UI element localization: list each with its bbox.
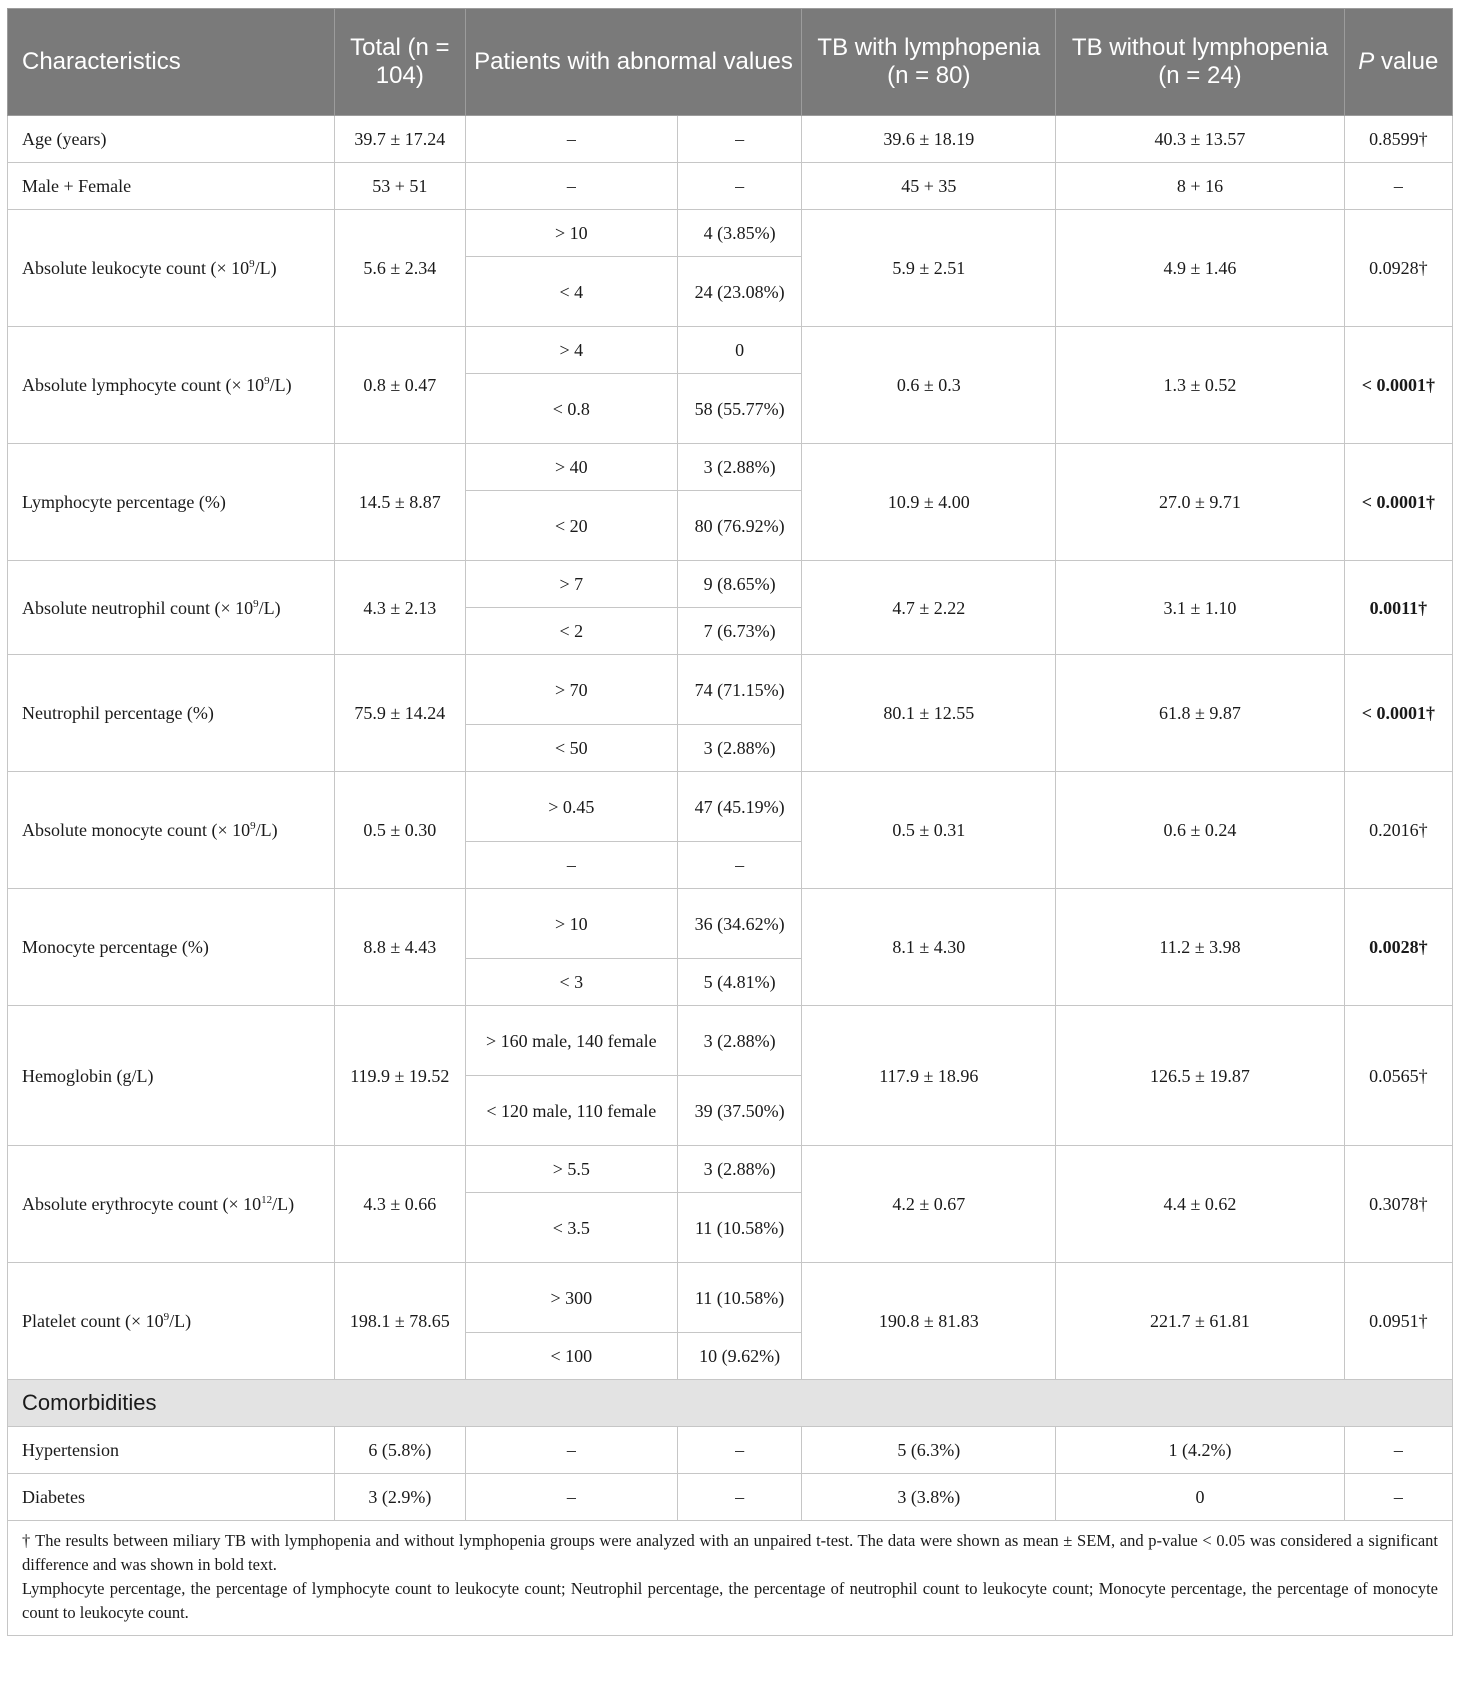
abnormal-count-cell: 39 (37.50%): [677, 1076, 801, 1146]
with-lymphopenia-cell: 117.9 ± 18.96: [802, 1006, 1056, 1146]
table-footnote: [7, 1521, 1453, 1636]
without-lymphopenia-cell: 126.5 ± 19.87: [1056, 1006, 1344, 1146]
total-cell: 8.8 ± 4.43: [334, 889, 465, 1006]
with-lymphopenia-cell: 4.7 ± 2.22: [802, 561, 1056, 655]
p-value-cell: 0.8599†: [1344, 116, 1452, 163]
abnormal-count-cell: 3 (2.88%): [677, 1006, 801, 1076]
total-cell: 14.5 ± 8.87: [334, 444, 465, 561]
threshold-cell: > 7: [465, 561, 677, 608]
with-lymphopenia-cell: 5.9 ± 2.51: [802, 210, 1056, 327]
header-characteristics: Characteristics: [8, 9, 335, 116]
abnormal-count-cell: –: [677, 1474, 801, 1521]
abnormal-count-cell: 11 (10.58%): [677, 1193, 801, 1263]
p-value-cell: < 0.0001†: [1344, 655, 1452, 772]
row-label: [8, 327, 335, 444]
header-with-lymphopenia: TB with lymphopenia (n = 80): [802, 9, 1056, 116]
label-exponent: 9: [250, 820, 256, 832]
row-label: Lymphocyte percentage (%): [8, 444, 335, 561]
header-total: Total (n = 104): [334, 9, 465, 116]
label-exponent: 9: [163, 1311, 170, 1323]
total-cell: 5.6 ± 2.34: [334, 210, 465, 327]
label-unit: /L): [255, 820, 278, 840]
with-lymphopenia-cell: 0.5 ± 0.31: [802, 772, 1056, 889]
with-lymphopenia-cell: 8.1 ± 4.30: [802, 889, 1056, 1006]
threshold-cell: > 40: [465, 444, 677, 491]
without-lymphopenia-cell: 4.4 ± 0.62: [1056, 1146, 1344, 1263]
table-row: [8, 163, 1453, 210]
header-row: [8, 9, 1453, 116]
abnormal-count-cell: 0: [677, 327, 801, 374]
threshold-cell: < 4: [465, 257, 677, 327]
threshold-cell: –: [465, 1474, 677, 1521]
label-unit: /L): [272, 1194, 295, 1214]
with-lymphopenia-cell: 190.8 ± 81.83: [802, 1263, 1056, 1380]
row-label: Hemoglobin (g/L): [8, 1006, 335, 1146]
abnormal-count-cell: 58 (55.77%): [677, 374, 801, 444]
without-lymphopenia-cell: 27.0 ± 9.71: [1056, 444, 1344, 561]
abnormal-count-cell: –: [677, 116, 801, 163]
p-value-cell: –: [1344, 1474, 1452, 1521]
p-value-cell: < 0.0001†: [1344, 444, 1452, 561]
section-comorbidities: Comorbidities: [8, 1380, 1453, 1427]
total-cell: 39.7 ± 17.24: [334, 116, 465, 163]
without-lymphopenia-cell: 11.2 ± 3.98: [1056, 889, 1344, 1006]
label-unit: /L): [269, 375, 292, 395]
label-text: Absolute neutrophil count (× 10: [22, 597, 254, 618]
label-exponent: 12: [261, 1194, 273, 1206]
label-text: Absolute lymphocyte count (× 10: [22, 375, 265, 395]
abnormal-count-cell: 36 (34.62%): [677, 889, 801, 959]
without-lymphopenia-cell: 61.8 ± 9.87: [1056, 655, 1344, 772]
table-row: [8, 1146, 1453, 1193]
header-p-value: [1344, 9, 1452, 116]
row-label: [8, 1146, 335, 1263]
total-cell: 53 + 51: [334, 163, 465, 210]
abnormal-count-cell: –: [677, 1427, 801, 1474]
p-value-cell: 0.0928†: [1344, 210, 1452, 327]
with-lymphopenia-cell: 39.6 ± 18.19: [802, 116, 1056, 163]
abnormal-count-cell: 3 (2.88%): [677, 725, 801, 772]
label-unit: /L): [254, 258, 277, 278]
abnormal-count-cell: 9 (8.65%): [677, 561, 801, 608]
total-cell: 0.5 ± 0.30: [334, 772, 465, 889]
abnormal-count-cell: –: [677, 842, 801, 889]
total-cell: 3 (2.9%): [334, 1474, 465, 1521]
label-unit: /L): [169, 1311, 192, 1331]
table-row: [8, 772, 1453, 842]
threshold-cell: –: [465, 163, 677, 210]
p-value-cell: 0.0028†: [1344, 889, 1452, 1006]
p-value-cell: –: [1344, 163, 1452, 210]
without-lymphopenia-cell: 4.9 ± 1.46: [1056, 210, 1344, 327]
row-label: Neutrophil percentage (%): [8, 655, 335, 772]
p-value-cell: 0.2016†: [1344, 772, 1452, 889]
p-value-suffix: value: [1374, 48, 1439, 75]
threshold-cell: < 0.8: [465, 374, 677, 444]
without-lymphopenia-cell: 8 + 16: [1056, 163, 1344, 210]
threshold-cell: > 70: [465, 655, 677, 725]
with-lymphopenia-cell: 3 (3.8%): [802, 1474, 1056, 1521]
threshold-cell: > 10: [465, 210, 677, 257]
label-exponent: 9: [249, 258, 255, 270]
threshold-cell: < 120 male, 110 female: [465, 1076, 677, 1146]
abnormal-count-cell: 5 (4.81%): [677, 959, 801, 1006]
abnormal-count-cell: 10 (9.62%): [677, 1333, 801, 1380]
row-label: Hypertension: [8, 1427, 335, 1474]
label-exponent: 9: [264, 375, 270, 387]
without-lymphopenia-cell: 40.3 ± 13.57: [1056, 116, 1344, 163]
threshold-cell: > 10: [465, 889, 677, 959]
total-cell: 6 (5.8%): [334, 1427, 465, 1474]
with-lymphopenia-cell: 0.6 ± 0.3: [802, 327, 1056, 444]
p-value-cell: 0.0011†: [1344, 561, 1452, 655]
without-lymphopenia-cell: 221.7 ± 61.81: [1056, 1263, 1344, 1380]
abnormal-count-cell: 4 (3.85%): [677, 210, 801, 257]
header-without-lymphopenia: TB without lymphopenia (n = 24): [1056, 9, 1344, 116]
p-value-cell: –: [1344, 1427, 1452, 1474]
threshold-cell: > 300: [465, 1263, 677, 1333]
row-label: [8, 1263, 335, 1380]
without-lymphopenia-cell: 3.1 ± 1.10: [1056, 561, 1344, 655]
total-cell: 75.9 ± 14.24: [334, 655, 465, 772]
table-row: [8, 655, 1453, 725]
footnote-statistics: † The results between miliary TB with lymphopenia and without lymphopenia groups were analyzed with an unpaired t-test. The data were shown as mean ± SEM, and p-value < 0.05 was considered a significant difference and was shown in bold text.: [22, 1531, 1438, 1574]
total-cell: 119.9 ± 19.52: [334, 1006, 465, 1146]
threshold-cell: –: [465, 842, 677, 889]
row-label: Diabetes: [8, 1474, 335, 1521]
total-cell: 198.1 ± 78.65: [334, 1263, 465, 1380]
p-value-cell: 0.0565†: [1344, 1006, 1452, 1146]
row-label: [8, 561, 335, 655]
threshold-cell: > 5.5: [465, 1146, 677, 1193]
abnormal-count-cell: 80 (76.92%): [677, 491, 801, 561]
total-cell: 0.8 ± 0.47: [334, 327, 465, 444]
p-value-letter: P: [1358, 48, 1375, 75]
abnormal-count-cell: 11 (10.58%): [677, 1263, 801, 1333]
threshold-cell: < 3: [465, 959, 677, 1006]
label-text: Absolute monocyte count (× 10: [22, 820, 251, 840]
p-value-cell: 0.0951†: [1344, 1263, 1452, 1380]
threshold-cell: < 20: [465, 491, 677, 561]
header-abnormal: Patients with abnormal values: [465, 9, 802, 116]
section-row: [8, 1380, 1453, 1427]
without-lymphopenia-cell: 0.6 ± 0.24: [1056, 772, 1344, 889]
label-text: Absolute erythrocyte count (× 10: [22, 1194, 262, 1214]
with-lymphopenia-cell: 45 + 35: [802, 163, 1056, 210]
table-row: [8, 1474, 1453, 1521]
abnormal-count-cell: –: [677, 163, 801, 210]
row-label: Male + Female: [8, 163, 335, 210]
threshold-cell: > 4: [465, 327, 677, 374]
threshold-cell: –: [465, 1427, 677, 1474]
label-text: Platelet count (× 10: [22, 1311, 164, 1331]
abnormal-count-cell: 3 (2.88%): [677, 444, 801, 491]
table-row: [8, 1263, 1453, 1333]
label-text: Absolute leukocyte count (× 10: [22, 258, 250, 278]
p-value-cell: < 0.0001†: [1344, 327, 1452, 444]
row-label: Age (years): [8, 116, 335, 163]
table-row: [8, 210, 1453, 257]
abnormal-count-cell: 74 (71.15%): [677, 655, 801, 725]
row-label: Monocyte percentage (%): [8, 889, 335, 1006]
threshold-cell: –: [465, 116, 677, 163]
table-row: [8, 1006, 1453, 1076]
row-label: [8, 210, 335, 327]
table-container: [7, 8, 1453, 1636]
with-lymphopenia-cell: 80.1 ± 12.55: [802, 655, 1056, 772]
abnormal-count-cell: 7 (6.73%): [677, 608, 801, 655]
label-exponent: 9: [253, 597, 259, 610]
threshold-cell: < 50: [465, 725, 677, 772]
table-row: [8, 561, 1453, 608]
table-row: [8, 327, 1453, 374]
row-label: [8, 772, 335, 889]
table-row: [8, 1427, 1453, 1474]
threshold-cell: < 3.5: [465, 1193, 677, 1263]
abnormal-count-cell: 3 (2.88%): [677, 1146, 801, 1193]
threshold-cell: > 0.45: [465, 772, 677, 842]
total-cell: 4.3 ± 2.13: [334, 561, 465, 655]
table-row: [8, 444, 1453, 491]
threshold-cell: > 160 male, 140 female: [465, 1006, 677, 1076]
with-lymphopenia-cell: 4.2 ± 0.67: [802, 1146, 1056, 1263]
total-cell: 4.3 ± 0.66: [334, 1146, 465, 1263]
threshold-cell: < 2: [465, 608, 677, 655]
table-row: [8, 116, 1453, 163]
abnormal-count-cell: 47 (45.19%): [677, 772, 801, 842]
characteristics-table: [7, 8, 1453, 1521]
table-row: [8, 889, 1453, 959]
footnote-definitions: Lymphocyte percentage, the percentage of lymphocyte count to leukocyte count; Neutrophil percentage, the percentage of neutrophil count to leukocyte count; Monocyte percentage, the percentage of monocyte count to leukocyte count.: [22, 1579, 1438, 1622]
label-unit: /L): [258, 597, 281, 618]
with-lymphopenia-cell: 5 (6.3%): [802, 1427, 1056, 1474]
without-lymphopenia-cell: 1.3 ± 0.52: [1056, 327, 1344, 444]
p-value-cell: 0.3078†: [1344, 1146, 1452, 1263]
with-lymphopenia-cell: 10.9 ± 4.00: [802, 444, 1056, 561]
without-lymphopenia-cell: 1 (4.2%): [1056, 1427, 1344, 1474]
threshold-cell: < 100: [465, 1333, 677, 1380]
abnormal-count-cell: 24 (23.08%): [677, 257, 801, 327]
without-lymphopenia-cell: 0: [1056, 1474, 1344, 1521]
